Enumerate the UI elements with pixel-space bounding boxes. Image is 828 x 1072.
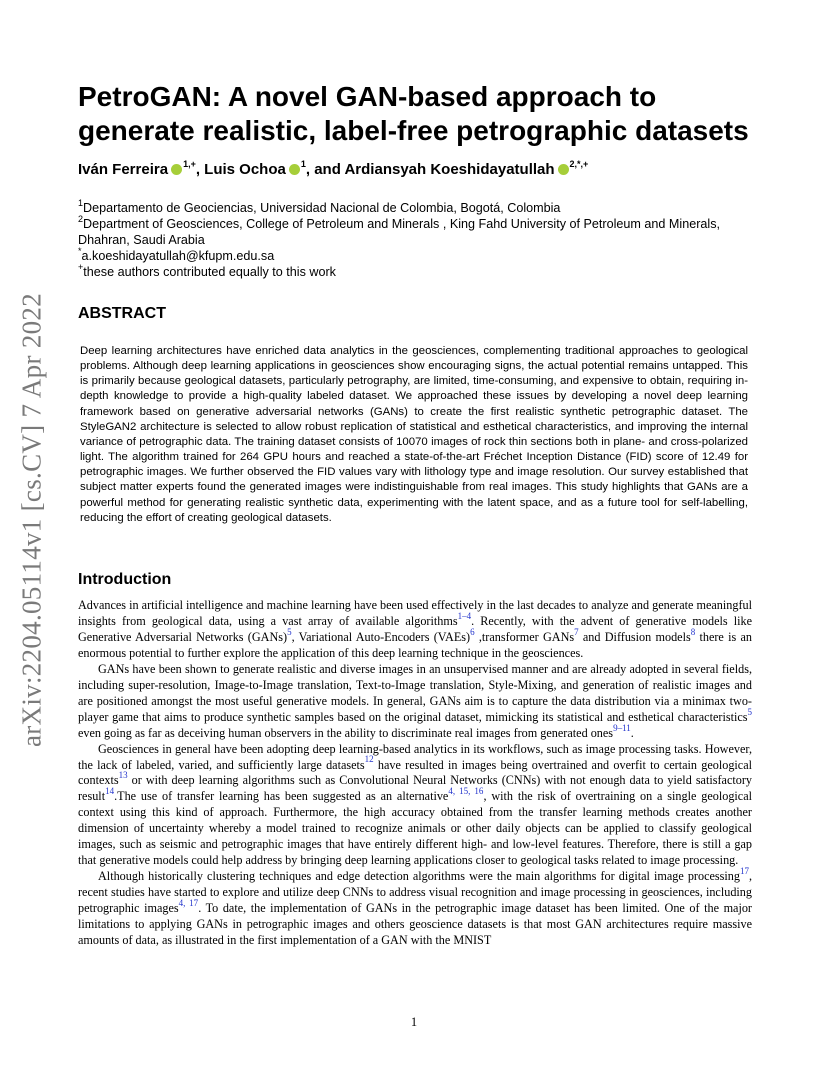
citation-link[interactable]: 12 [364, 754, 374, 765]
page-number: 1 [410, 1015, 418, 1029]
affiliation [78, 213, 758, 248]
author-name: , and Ardiansyah Koeshidayatullah [305, 161, 555, 178]
citation-link[interactable]: 4, 17 [178, 898, 199, 909]
text-run: , with the risk of overtraining on a single geological context using this kind of approach. Furthermore, the high accuracy obtained from the transfer learning methods creates another dimension of uncertainty whereby a model trained to recognize animals or other daily objects can be applied to classify geological images, such as seismic and petrographic images that have entirely different high- and low-level features. Therefore, there is still a gap that generative models could help address by bringing deep learning applications closer to geological tasks related to image processing. [78, 789, 753, 868]
text-run: . Recently, with the advent of generative models like Generative Adversarial Networks (GANs) [78, 613, 752, 644]
text-run: .The use of transfer learning has been suggested as an alternative [114, 789, 449, 804]
text-run: Geosciences in general have been adopting deep learning-based analytics in its workflows, such as image processing tasks. However, the lack of labeled, varied, and sufficiently large datasets [78, 741, 752, 772]
author-name: , Luis Ochoa [195, 161, 286, 178]
citation-link[interactable]: 8 [690, 626, 696, 637]
citation-link[interactable]: 5 [747, 706, 752, 717]
orcid-icon[interactable] [558, 164, 569, 175]
arxiv-id: arXiv:2204.05114v1 [cs.CV] 7 Apr 2022 [16, 292, 47, 748]
affil-mark: 2 [78, 213, 84, 224]
text-run: . [630, 725, 634, 740]
text-run: there is an enormous potential to further explore the application of this deep learning technique in the geosciences. [78, 629, 752, 660]
citation-link[interactable]: 7 [574, 626, 579, 637]
affil-mark: * [78, 245, 82, 256]
paragraph [78, 662, 752, 742]
text-run: Advances in artificial intelligence and machine learning have been used effectively in the last decades to analyze and generate meaningful insights from geological data, using a vast array of available algorithms [78, 598, 752, 628]
text-run: , recent studies have started to explore and utilize deep CNNs to address visual recognition and image processing in geosciences, including petrographic images [78, 869, 752, 916]
affil-text: these authors contributed equally to this work [83, 265, 336, 279]
citation-link[interactable]: 13 [118, 770, 128, 781]
corresponding-email: a.koeshidayatullah@kfupm.edu.sa [81, 249, 275, 263]
paragraph [78, 742, 752, 870]
citation-link[interactable]: 9–11 [613, 722, 631, 733]
citation-link[interactable]: 4, 15, 16 [448, 786, 484, 797]
citation-link[interactable]: 6 [470, 626, 475, 637]
affiliations [78, 197, 758, 280]
citation-link[interactable]: 14 [105, 786, 115, 797]
orcid-icon[interactable] [289, 164, 300, 175]
text-run: and Diffusion models [578, 629, 691, 644]
text-run: ,transformer GANs [474, 629, 575, 644]
author-affil-mark: 1 [300, 159, 306, 169]
text-run: GANs have been shown to generate realistic and diverse images in an unsupervised manner and are already adopted in several fields, including super-resolution, Image-to-Image translation, Text-to-Image translation, Style-Mixing, and generation of realistic images and are positioned amongst the most useful generative models. In general, GANs aim is to capture the data distribution via a minimax two-player game that aims to produce synthetic samples based on the original dataset, mimicking its statistical and esthetical characteristics [78, 661, 752, 724]
affiliation [78, 197, 758, 216]
introduction-heading: Introduction [78, 571, 172, 588]
abstract-heading: ABSTRACT [78, 305, 166, 322]
abstract-text: Deep learning architectures have enriched data analytics in the geosciences, complementing traditional approaches to geological problems. Although deep learning applications in geosciences show encouraging signs, the actual potential remains untapped. This is primarily because geological datasets, particularly petrography, are limited, time-consuming, and expensive to obtain, requiring in-depth knowledge to provide a high-quality labeled dataset. We approached these issues by developing a novel deep learning framework based on generative adversarial networks (GANs) to create the first realistic synthetic petrographic dataset. The StyleGAN2 architecture is selected to allow robust replication of statistical and esthetical characteristics, and improving the internal variance of petrographic data. The training dataset consists of 10070 images of rock thin sections both in plane- and cross-polarized light. The algorithm trained for 264 GPU hours and reached a state-of-the-art Fréchet Inception Distance (FID) score of 12.49 for petrographic images. We further observed the FID values vary with lithology type and image resolution. Our survey established that subject matter experts found the generated images were indistinguishable from real images. This study highlights that GANs are a powerful method for generating realistic synthetic data, experimenting with the latent space, and as a future tool for self-labelling, reducing the effort of creating geological datasets. [80, 345, 748, 524]
text-run: Although historically clustering techniques and edge detection algorithms were the main algorithms for digital image processing [98, 869, 740, 884]
affil-text: Department of Geosciences, College of Petroleum and Minerals , King Fahd University of Petroleum and Minerals, Dhahran, Saudi Arabia [78, 217, 721, 247]
affil-mark: 1 [78, 197, 84, 208]
citation-link[interactable]: 17 [739, 866, 749, 877]
paragraph [78, 866, 752, 949]
text-run: , Variational Auto-Encoders (VAEs) [291, 629, 471, 644]
affiliation [78, 245, 758, 264]
affiliation [78, 261, 758, 280]
author-affil-mark: 2,*,+ [569, 159, 589, 169]
arxiv-sidebar-stamp [14, 290, 50, 750]
orcid-icon[interactable] [171, 164, 182, 175]
citation-link[interactable]: 5 [287, 626, 292, 637]
text-run: even going as far as deceiving human observers in the ability to discriminate real images from generated ones [78, 725, 614, 740]
affil-text: Departamento de Geociencias, Universidad Nacional de Colombia, Bogotá, Colombia [83, 201, 561, 215]
author-affil-mark: 1,+ [183, 159, 196, 169]
paragraph [78, 598, 752, 662]
text-run: or with deep learning algorithms such as Convolutional Neural Networks (CNNs) with not enough data to yield satisfactory result [78, 773, 752, 804]
author-list [78, 160, 588, 180]
introduction-body [78, 598, 752, 949]
text-run: have resulted in images being overtrained and overfit to certain geological contexts [78, 757, 753, 788]
text-run: . To date, the implementation of GANs in the petrographic image dataset has been limited. One of the major limitations to applying GANs in petrographic images and others geoscience datasets is that most GAN architectures require massive amounts of data, as illustrated in the first implementation of a GAN with the MNIST [78, 901, 752, 948]
citation-link[interactable]: 1–4 [457, 610, 472, 621]
affil-mark: + [78, 261, 84, 272]
author-name: Iván Ferreira [78, 161, 169, 178]
paper-title: PetroGAN: A novel GAN-based approach to generate realistic, label-free petrographic datasets [78, 81, 749, 146]
